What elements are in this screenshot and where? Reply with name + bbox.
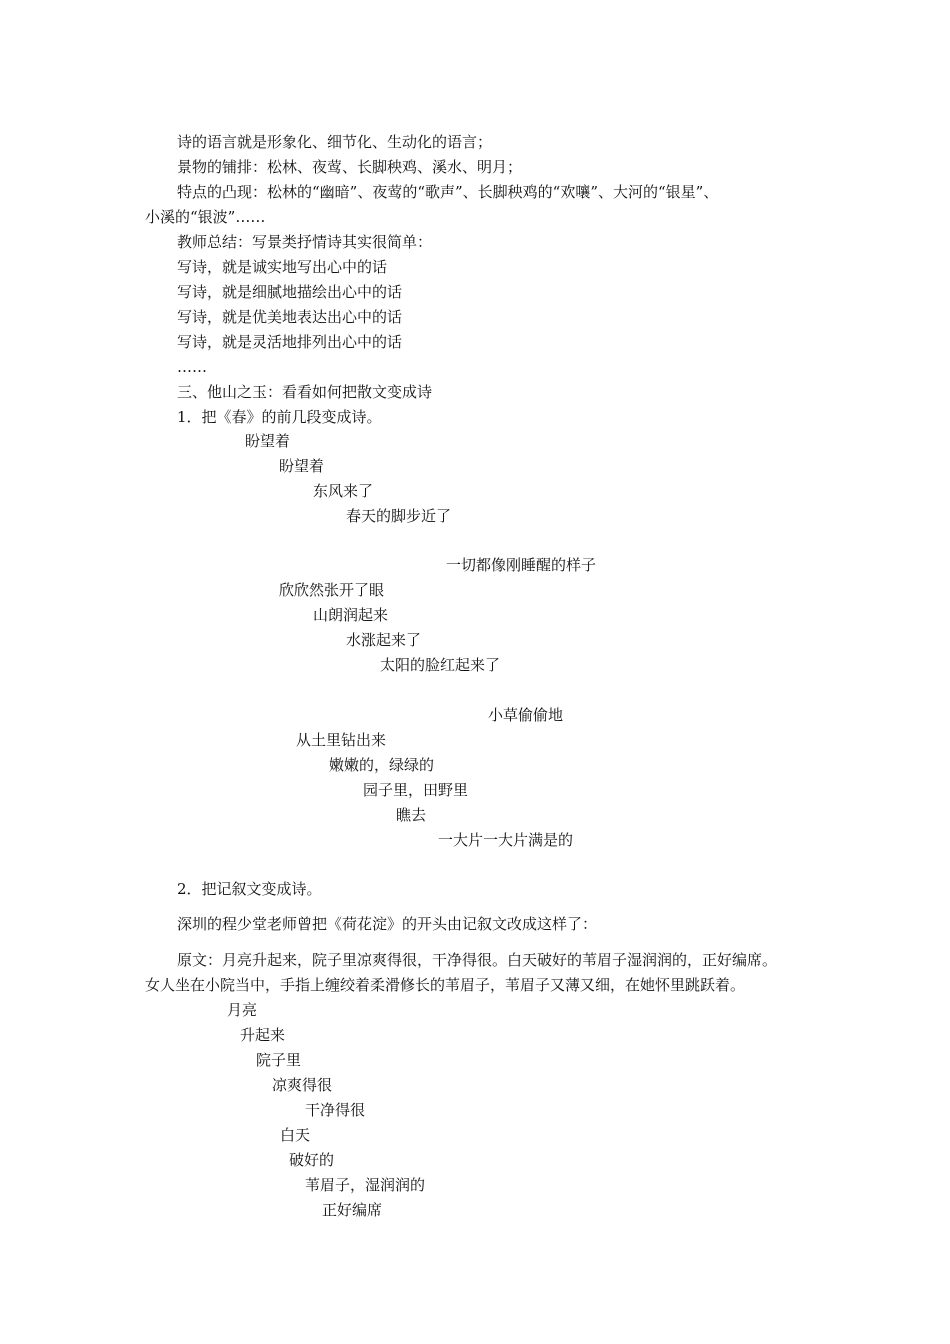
text-line: 小溪的“银波”…… xyxy=(145,208,266,226)
poem-line: 升起来 xyxy=(240,1026,286,1044)
text-line: …… xyxy=(177,358,207,376)
poem-line: 一大片一大片满是的 xyxy=(438,831,574,849)
poem-line: 正好编席 xyxy=(322,1201,383,1219)
text-line: 教师总结：写景类抒情诗其实很简单： xyxy=(177,233,433,251)
text-line: 特点的凸现：松林的“幽暗”、夜莺的“歌声”、长脚秧鸡的“欢嚷”、大河的“银星”、 xyxy=(177,183,719,201)
poem-line: 白天 xyxy=(280,1126,311,1144)
poem-line: 破好的 xyxy=(289,1151,335,1169)
poem-line: 嫩嫩的，绿绿的 xyxy=(329,756,435,774)
section-heading: 三、他山之玉：看看如何把散文变成诗 xyxy=(177,383,433,401)
text-line: 写诗，就是细腻地描绘出心中的话 xyxy=(177,283,403,301)
text-line: 原文：月亮升起来，院子里凉爽得很，干净得很。白天破好的苇眉子湿润润的，正好编席。 xyxy=(177,951,778,969)
poem-line: 院子里 xyxy=(256,1051,302,1069)
poem-line: 苇眉子，湿润润的 xyxy=(305,1176,426,1194)
text-line: 深圳的程少堂老师曾把《荷花淀》的开头由记叙文改成这样了： xyxy=(177,915,598,933)
poem-line: 小草偷偷地 xyxy=(488,706,564,724)
poem-line: 干净得很 xyxy=(305,1101,366,1119)
poem-line: 瞧去 xyxy=(396,806,427,824)
poem-line: 园子里，田野里 xyxy=(363,781,469,799)
poem-line: 凉爽得很 xyxy=(272,1076,333,1094)
poem-line: 水涨起来了 xyxy=(346,631,422,649)
poem-line: 盼望着 xyxy=(245,432,291,450)
text-line: 诗的语言就是形象化、细节化、生动化的语言； xyxy=(177,133,493,151)
text-line: 写诗，就是诚实地写出心中的话 xyxy=(177,258,388,276)
poem-line: 东风来了 xyxy=(313,482,374,500)
text-line: 女人坐在小院当中，手指上缠绞着柔滑修长的苇眉子，苇眉子又薄又细，在她怀里跳跃着。 xyxy=(145,976,746,994)
text-line: 景物的铺排：松林、夜莺、长脚秧鸡、溪水、明月； xyxy=(177,158,523,176)
poem-line: 太阳的脸红起来了 xyxy=(380,656,501,674)
poem-line: 山朗润起来 xyxy=(313,606,389,624)
poem-line: 春天的脚步近了 xyxy=(346,507,452,525)
poem-line: 月亮 xyxy=(227,1001,258,1019)
poem-line: 从土里钻出来 xyxy=(296,731,387,749)
text-line: 写诗，就是灵活地排列出心中的话 xyxy=(177,333,403,351)
poem-line: 欣欣然张开了眼 xyxy=(279,581,385,599)
poem-line: 一切都像刚睡醒的样子 xyxy=(446,556,597,574)
subheading: 1．把《春》的前几段变成诗。 xyxy=(177,408,382,426)
poem-line: 盼望着 xyxy=(279,457,325,475)
subheading: 2．把记叙文变成诗。 xyxy=(177,880,322,898)
text-line: 写诗，就是优美地表达出心中的话 xyxy=(177,308,403,326)
